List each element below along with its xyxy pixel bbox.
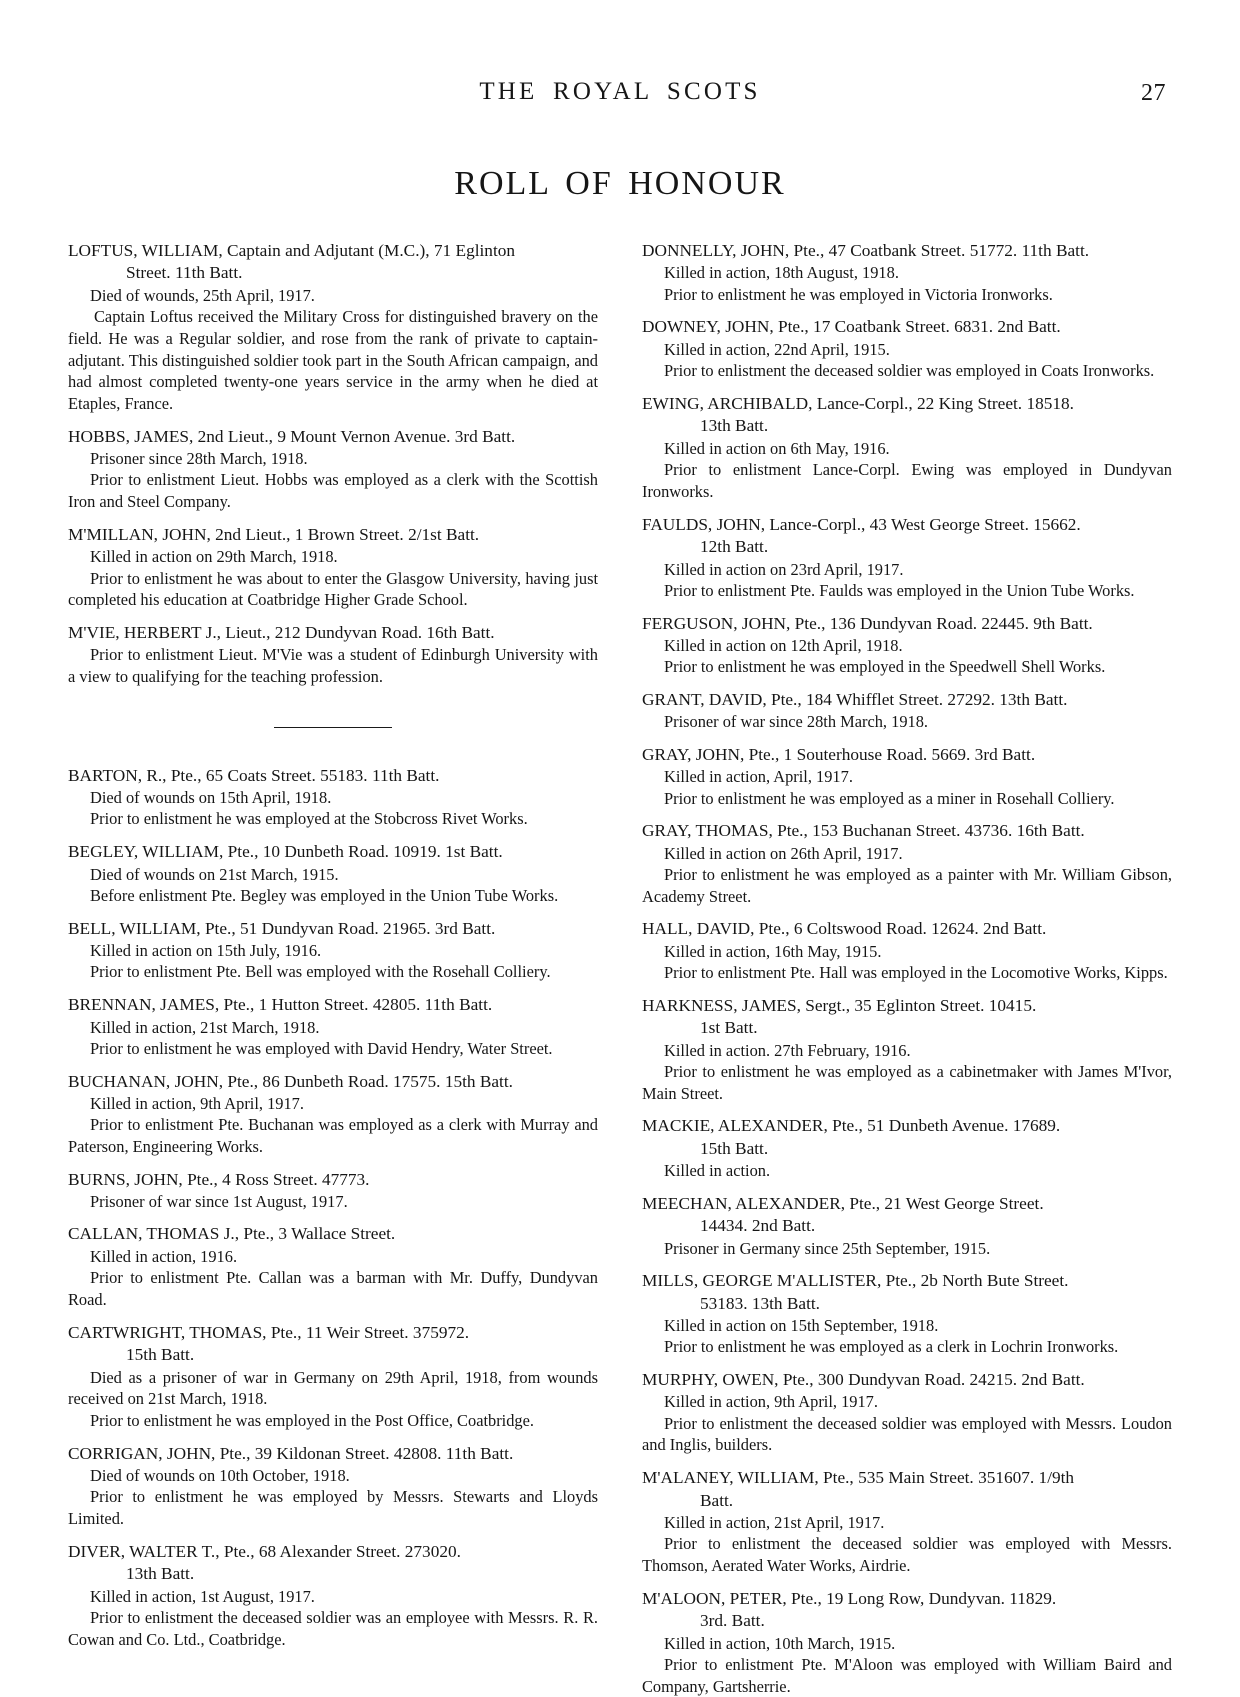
entry-status: Killed in action, 1916. [90, 1246, 238, 1266]
roll-entry [642, 1270, 1172, 1358]
entry-status: Prisoner of war since 28th March, 1918. [664, 712, 929, 732]
entry-headline-cont: Batt. [700, 1490, 734, 1510]
entry-headline: GRANT, DAVID, Pte., 184 Whifflet Street. 27292. 13th Batt. [642, 689, 1068, 709]
roll-entry [642, 820, 1172, 907]
entry-headline-cont: 13th Batt. [126, 1564, 195, 1584]
entry-headline-cont: 13th Batt. [700, 416, 769, 436]
roll-entry [68, 765, 598, 830]
entry-status: Killed in action on 15th July, 1916. [90, 941, 322, 961]
roll-entry [68, 240, 598, 415]
roll-entry [68, 918, 598, 983]
entry-status: Killed in action on 26th April, 1917. [664, 843, 903, 863]
entry-headline: BARTON, R., Pte., 65 Coats Street. 55183. 11th Batt. [68, 765, 440, 785]
entry-note: Prior to enlistment the deceased soldier was employed with Messrs. Loudon and Inglis, builders. [642, 1413, 1172, 1455]
entry-headline: CALLAN, THOMAS J., Pte., 3 Wallace Street. [68, 1224, 396, 1244]
entry-headline: MEECHAN, ALEXANDER, Pte., 21 West George Street. [642, 1193, 1044, 1213]
divider-spacer [68, 757, 598, 765]
roll-entry [642, 393, 1172, 503]
entry-status: Killed in action, 18th August, 1918. [664, 263, 899, 283]
entry-headline-cont: 53183. 13th Batt. [700, 1293, 821, 1313]
entry-headline-cont: 15th Batt. [700, 1138, 769, 1158]
entry-headline: HOBBS, JAMES, 2nd Lieut., 9 Mount Vernon Avenue. 3rd Batt. [68, 426, 516, 446]
roll-entry [642, 1588, 1172, 1697]
column-left [68, 240, 598, 1697]
entry-note: Prior to enlistment Pte. Hall was employed in the Locomotive Works, Kipps. [664, 963, 1168, 983]
roll-entry [68, 1223, 598, 1310]
entry-note: Prior to enlistment he was employed as a cabinetmaker with James M'Ivor, Main Street. [642, 1062, 1172, 1103]
entry-status: Died of wounds on 15th April, 1918. [90, 788, 332, 808]
entry-note: Prior to enlistment he was employed in the Speedwell Shell Works. [664, 657, 1106, 677]
roll-entry [68, 1071, 598, 1158]
entry-status: Killed in action, 21st March, 1918. [90, 1017, 320, 1037]
roll-entry [642, 1115, 1172, 1181]
roll-entry [68, 426, 598, 513]
entry-status: Killed in action. [664, 1161, 771, 1181]
entry-headline: CORRIGAN, JOHN, Pte., 39 Kildonan Street. 42808. 11th Batt. [68, 1443, 514, 1463]
entry-status: Killed in action, 1st August, 1917. [90, 1586, 315, 1606]
entry-status: Killed in action, 9th April, 1917. [90, 1093, 304, 1113]
roll-entry [642, 744, 1172, 809]
entry-headline: HALL, DAVID, Pte., 6 Coltswood Road. 12624. 2nd Batt. [642, 919, 1047, 939]
entry-note: Prior to enlistment Lieut. Hobbs was employed as a clerk with the Scottish Iron and Steel Company. [68, 470, 598, 512]
entry-headline: HARKNESS, JAMES, Sergt., 35 Eglinton Street. 10415. [642, 995, 1037, 1015]
entry-note: Prior to enlistment he was about to enter the Glasgow University, having just completed his education at Coatbridge Higher Grade School. [68, 568, 598, 610]
entry-headline: CARTWRIGHT, THOMAS, Pte., 11 Weir Street. 375972. [68, 1322, 470, 1342]
entry-headline: DOWNEY, JOHN, Pte., 17 Coatbank Street. 6831. 2nd Batt. [642, 317, 1061, 337]
entry-status: Killed in action on 12th April, 1918. [664, 635, 903, 655]
entry-headline: GRAY, JOHN, Pte., 1 Souterhouse Road. 5669. 3rd Batt. [642, 744, 1036, 764]
roll-entry [68, 994, 598, 1059]
roll-entry [68, 1443, 598, 1530]
roll-entry [642, 240, 1172, 305]
entry-headline: MACKIE, ALEXANDER, Pte., 51 Dunbeth Avenue. 17689. [642, 1116, 1061, 1136]
entry-headline-cont: Street. 11th Batt. [126, 263, 243, 283]
roll-entry [68, 1322, 598, 1432]
entry-note: Before enlistment Pte. Begley was employed in the Union Tube Works. [90, 885, 559, 905]
roll-entry [642, 1467, 1172, 1577]
roll-entry [642, 316, 1172, 381]
entry-headline: M'ALANEY, WILLIAM, Pte., 535 Main Street. 351607. 1/9th [642, 1468, 1075, 1488]
divider-rule [274, 727, 392, 728]
roll-entry [68, 524, 598, 611]
section-divider [68, 699, 598, 757]
entry-status: Killed in action, 16th May, 1915. [664, 941, 882, 961]
column-right [642, 240, 1172, 1697]
entry-headline: GRAY, THOMAS, Pte., 153 Buchanan Street. 43736. 16th Batt. [642, 821, 1085, 841]
entry-status: Killed in action. 27th February, 1916. [664, 1040, 911, 1060]
entry-note: Prior to enlistment Pte. Buchanan was employed as a clerk with Murray and Paterson, Engineering Works. [68, 1115, 598, 1156]
entry-note: Prior to enlistment the deceased soldier was employed with Messrs. Thomson, Aerated Water Works, Airdrie. [642, 1534, 1172, 1576]
roll-entry [68, 622, 598, 688]
entry-status: Prisoner in Germany since 25th September, 1915. [664, 1238, 991, 1258]
entry-headline: EWING, ARCHIBALD, Lance-Corpl., 22 King Street. 18518. [642, 393, 1074, 413]
entry-note: Prior to enlistment Pte. Callan was a barman with Mr. Duffy, Dundyvan Road. [68, 1268, 598, 1309]
entry-headline: MURPHY, OWEN, Pte., 300 Dundyvan Road. 24215. 2nd Batt. [642, 1370, 1085, 1389]
roll-entry [642, 995, 1172, 1105]
entry-status: Prisoner since 28th March, 1918. [90, 449, 308, 469]
page-title: ROLL OF HONOUR [454, 165, 786, 202]
entry-status: Killed in action on 6th May, 1916. [664, 438, 890, 458]
entry-headline: BURNS, JOHN, Pte., 4 Ross Street. 47773. [68, 1169, 370, 1189]
running-head: THE ROYAL SCOTS [479, 78, 761, 105]
roll-entry [642, 918, 1172, 983]
entry-headline: DIVER, WALTER T., Pte., 68 Alexander Street. 273020. [68, 1541, 461, 1561]
entry-headline-cont: 1st Batt. [700, 1018, 758, 1038]
entry-note: Prior to enlistment he was employed with David Hendry, Water Street. [90, 1038, 553, 1058]
entry-note: Prior to enlistment Pte. Bell was employed with the Rosehall Colliery. [90, 962, 551, 982]
entry-status: Killed in action on 23rd April, 1917. [664, 559, 904, 579]
entry-status: Died of wounds on 10th October, 1918. [90, 1465, 350, 1485]
entry-status: Killed in action on 29th March, 1918. [90, 547, 338, 567]
entry-status: Killed in action, 22nd April, 1915. [664, 339, 890, 359]
entry-headline: BEGLEY, WILLIAM, Pte., 10 Dunbeth Road. 10919. 1st Batt. [68, 842, 503, 862]
roll-entry [68, 1541, 598, 1651]
entry-headline: DONNELLY, JOHN, Pte., 47 Coatbank Street. 51772. 11th Batt. [642, 241, 1090, 260]
entry-headline: BELL, WILLIAM, Pte., 51 Dundyvan Road. 21965. 3rd Batt. [68, 918, 496, 938]
entry-status: Killed in action, April, 1917. [664, 767, 853, 787]
entry-headline: MILLS, GEORGE M'ALLISTER, Pte., 2b North Bute Street. [642, 1271, 1069, 1291]
roll-entry [68, 1169, 598, 1213]
entry-note: Prior to enlistment he was employed at the Stobcross Rivet Works. [90, 809, 528, 829]
entry-headline-cont: 12th Batt. [700, 537, 769, 557]
entry-headline: BRENNAN, JAMES, Pte., 1 Hutton Street. 42805. 11th Batt. [68, 995, 493, 1015]
entry-headline: FAULDS, JOHN, Lance-Corpl., 43 West George Street. 15662. [642, 514, 1081, 534]
entry-note: Prior to enlistment Lance-Corpl. Ewing was employed in Dundyvan Ironworks. [642, 460, 1172, 501]
entry-headline: LOFTUS, WILLIAM, Captain and Adjutant (M.C.), 71 Eglinton [68, 241, 516, 260]
entry-note: Prior to enlistment Pte. M'Aloon was employed with William Baird and Company, Gartsherrie. [642, 1655, 1172, 1696]
entry-note: Prior to enlistment the deceased soldier was employed in Coats Ironworks. [664, 361, 1155, 381]
entry-note: Captain Loftus received the Military Cross for distinguished bravery on the field. He was a Regular soldier, and rose from the rank of private to captain-adjutant. This distinguished soldier took part in the South African campaign, and had almost completed twenty-one years service in the army when he died at Etaples, France. [68, 307, 598, 413]
two-column-body [68, 240, 1172, 1697]
roll-entry [642, 613, 1172, 678]
roll-entry [642, 1193, 1172, 1259]
page-number: 27 [1141, 80, 1166, 106]
entry-headline-cont: 15th Batt. [126, 1345, 195, 1365]
entry-status: Killed in action on 15th September, 1918. [664, 1316, 939, 1336]
entry-note: Prior to enlistment Lieut. M'Vie was a student of Edinburgh University with a view to qualifying for the teaching profession. [68, 645, 598, 686]
entry-note: Prior to enlistment Pte. Faulds was employed in the Union Tube Works. [664, 580, 1135, 600]
entry-headline: FERGUSON, JOHN, Pte., 136 Dundyvan Road. 22445. 9th Batt. [642, 613, 1093, 633]
entry-status: Died of wounds, 25th April, 1917. [90, 285, 315, 305]
entry-headline: M'MILLAN, JOHN, 2nd Lieut., 1 Brown Street. 2/1st Batt. [68, 524, 480, 544]
entry-note: Prior to enlistment he was employed as a painter with Mr. William Gibson, Academy Street. [642, 865, 1172, 906]
roll-entry [642, 1369, 1172, 1456]
entry-status: Killed in action, 10th March, 1915. [664, 1633, 896, 1653]
entry-headline: M'ALOON, PETER, Pte., 19 Long Row, Dundyvan. 11829. [642, 1588, 1057, 1608]
entry-note: Prior to enlistment he was employed in Victoria Ironworks. [664, 284, 1053, 304]
entry-headline-cont: 14434. 2nd Batt. [700, 1216, 816, 1236]
entry-status: Prisoner of war since 1st August, 1917. [90, 1192, 348, 1212]
roll-entry [642, 689, 1172, 733]
entry-note-secondary: Prior to enlistment he was employed in the Post Office, Coatbridge. [90, 1410, 534, 1430]
entry-status: Died of wounds on 21st March, 1915. [90, 864, 339, 884]
entry-headline: BUCHANAN, JOHN, Pte., 86 Dunbeth Road. 17575. 15th Batt. [68, 1071, 513, 1091]
entry-headline: M'VIE, HERBERT J., Lieut., 212 Dundyvan Road. 16th Batt. [68, 622, 495, 642]
roll-entry [642, 514, 1172, 602]
entry-status: Killed in action, 9th April, 1917. [664, 1392, 878, 1412]
roll-entry [68, 841, 598, 906]
entry-note: Prior to enlistment he was employed by Messrs. Stewarts and Lloyds Limited. [68, 1487, 598, 1528]
entry-note: Prior to enlistment he was employed as a clerk in Lochrin Ironworks. [664, 1337, 1119, 1357]
entry-note: Died as a prisoner of war in Germany on 29th April, 1918, from wounds received on 21st March, 1918. [68, 1367, 598, 1409]
entry-note: Prior to enlistment he was employed as a miner in Rosehall Colliery. [664, 788, 1115, 808]
entry-note: Prior to enlistment the deceased soldier was an employee with Messrs. R. R. Cowan and Co. Ltd., Coatbridge. [68, 1607, 598, 1649]
entry-status: Killed in action, 21st April, 1917. [664, 1513, 885, 1533]
entry-headline-cont: 3rd. Batt. [700, 1611, 765, 1631]
